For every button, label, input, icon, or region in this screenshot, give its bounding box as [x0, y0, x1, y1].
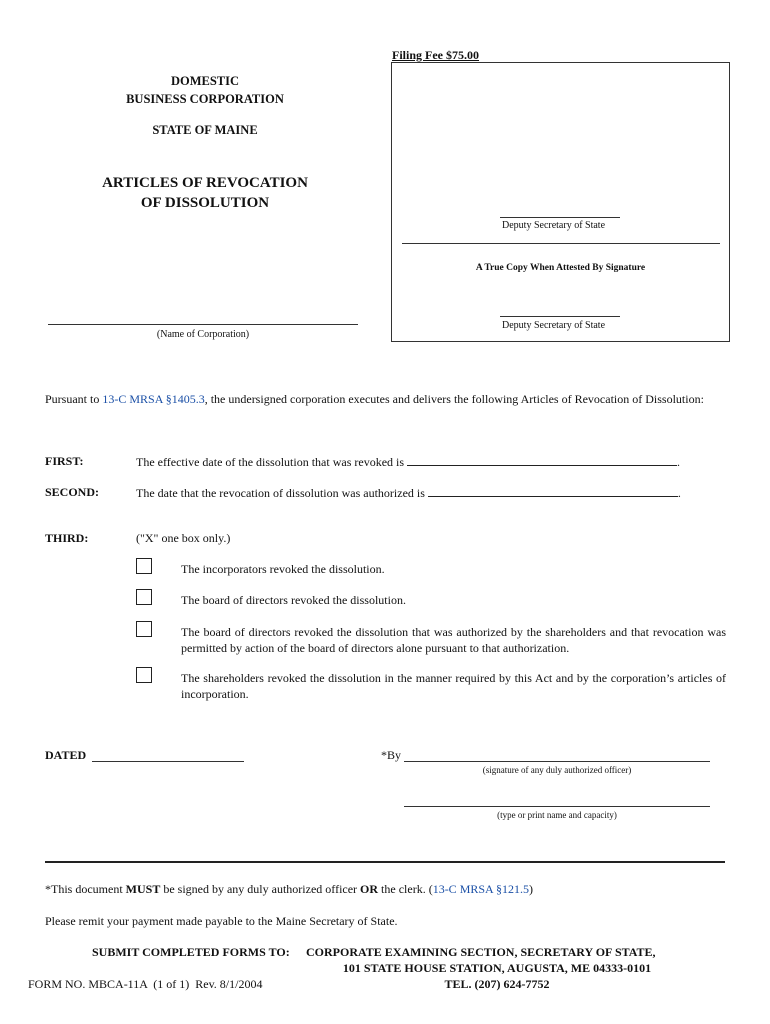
print-name-caption: (type or print name and capacity): [497, 810, 617, 820]
form-title-line1: ARTICLES OF REVOCATION: [102, 175, 308, 191]
print-name-field[interactable]: [404, 806, 710, 807]
dated-label: DATED: [45, 748, 87, 762]
option-checkbox-incorporators[interactable]: [136, 558, 152, 574]
second-text: The date that the revocation of dissolution was authorized is: [136, 486, 425, 500]
note-must: MUST: [125, 882, 161, 896]
deputy-caption-2: Deputy Secretary of State: [502, 320, 606, 331]
corporation-name-caption: (Name of Corporation): [156, 329, 250, 340]
first-text: The effective date of the dissolution that was revoked is: [136, 455, 405, 469]
form-title-line2: OF DISSOLUTION: [140, 195, 270, 211]
note-or: OR: [360, 882, 379, 896]
submit-address-line2: 101 STATE HOUSE STATION, AUGUSTA, ME 04333-0101: [342, 961, 652, 975]
option-text-board: The board of directors revoked the dissolution.: [181, 593, 406, 607]
deputy-signature-line-1[interactable]: [500, 217, 620, 218]
option-checkbox-board[interactable]: [136, 589, 152, 605]
option-text-board-authorized: The board of directors revoked the dissolution that was authorized by the shareholders and that revocation was permitted by action of the board of directors alone pursuant to that authorization.: [181, 625, 726, 655]
note-part-4: ): [529, 882, 534, 896]
box-divider: [402, 243, 720, 244]
intro-pre: Pursuant to: [45, 392, 100, 406]
submit-label: SUBMIT COMPLETED FORMS TO:: [92, 945, 290, 959]
signature-note: [45, 882, 533, 897]
third-label: THIRD:: [45, 531, 89, 545]
second-label: SECOND:: [45, 485, 100, 499]
remit-note: Please remit your payment made payable to the Maine Secretary of State.: [45, 914, 398, 928]
form-number: FORM NO. MBCA-11A (1 of 1) Rev. 8/1/2004: [28, 977, 263, 991]
header-domestic: DOMESTIC: [170, 74, 240, 88]
effective-date-field[interactable]: [407, 454, 677, 466]
third-instruction: ("X" one box only.): [136, 531, 231, 545]
submit-phone: TEL. (207) 624-7752: [444, 977, 550, 991]
intro-paragraph: [45, 391, 727, 407]
authorization-date-field[interactable]: [428, 485, 678, 497]
corporation-name-field[interactable]: [48, 324, 358, 325]
dated-field[interactable]: [92, 761, 244, 762]
by-label: *By: [381, 748, 402, 762]
footer-divider: [45, 861, 725, 863]
first-row: [136, 454, 680, 470]
note-statute-link[interactable]: 13-C MRSA §121.5: [432, 882, 530, 896]
note-part-3: the clerk. (: [381, 882, 433, 896]
attestation-box: [391, 62, 730, 342]
note-part-1: *This document: [45, 882, 123, 896]
intro-statute-link[interactable]: 13-C MRSA §1405.3: [102, 392, 205, 406]
intro-post: , the undersigned corporation executes and delivers the following Articles of Revocation of Dissolution:: [204, 392, 704, 406]
signature-caption: (signature of any duly authorized officer): [482, 765, 632, 775]
option-checkbox-board-authorized[interactable]: [136, 621, 152, 637]
option-text-incorporators: The incorporators revoked the dissolution.: [181, 562, 385, 576]
second-end: .: [677, 486, 681, 500]
form-title: [60, 173, 350, 213]
second-row: [136, 485, 681, 501]
option-text-shareholders: The shareholders revoked the dissolution in the manner required by this Act and by the corporation’s articles of incorporation.: [181, 671, 726, 701]
note-part-2: be signed by any duly authorized officer: [163, 882, 358, 896]
first-label: FIRST:: [45, 454, 84, 468]
true-copy-text: A True Copy When Attested By Signature: [475, 263, 646, 273]
header-title-block: [100, 72, 310, 108]
first-end: .: [677, 455, 681, 469]
officer-signature-field[interactable]: [404, 761, 710, 762]
header-state: STATE OF MAINE: [152, 123, 258, 137]
header-business-corporation: BUSINESS CORPORATION: [126, 92, 284, 106]
submit-address-line1: CORPORATE EXAMINING SECTION, SECRETARY OF STATE,: [306, 945, 656, 959]
option-checkbox-shareholders[interactable]: [136, 667, 152, 683]
deputy-caption-1: Deputy Secretary of State: [502, 220, 606, 231]
deputy-signature-line-2[interactable]: [500, 316, 620, 317]
filing-fee: Filing Fee $75.00: [392, 48, 479, 62]
